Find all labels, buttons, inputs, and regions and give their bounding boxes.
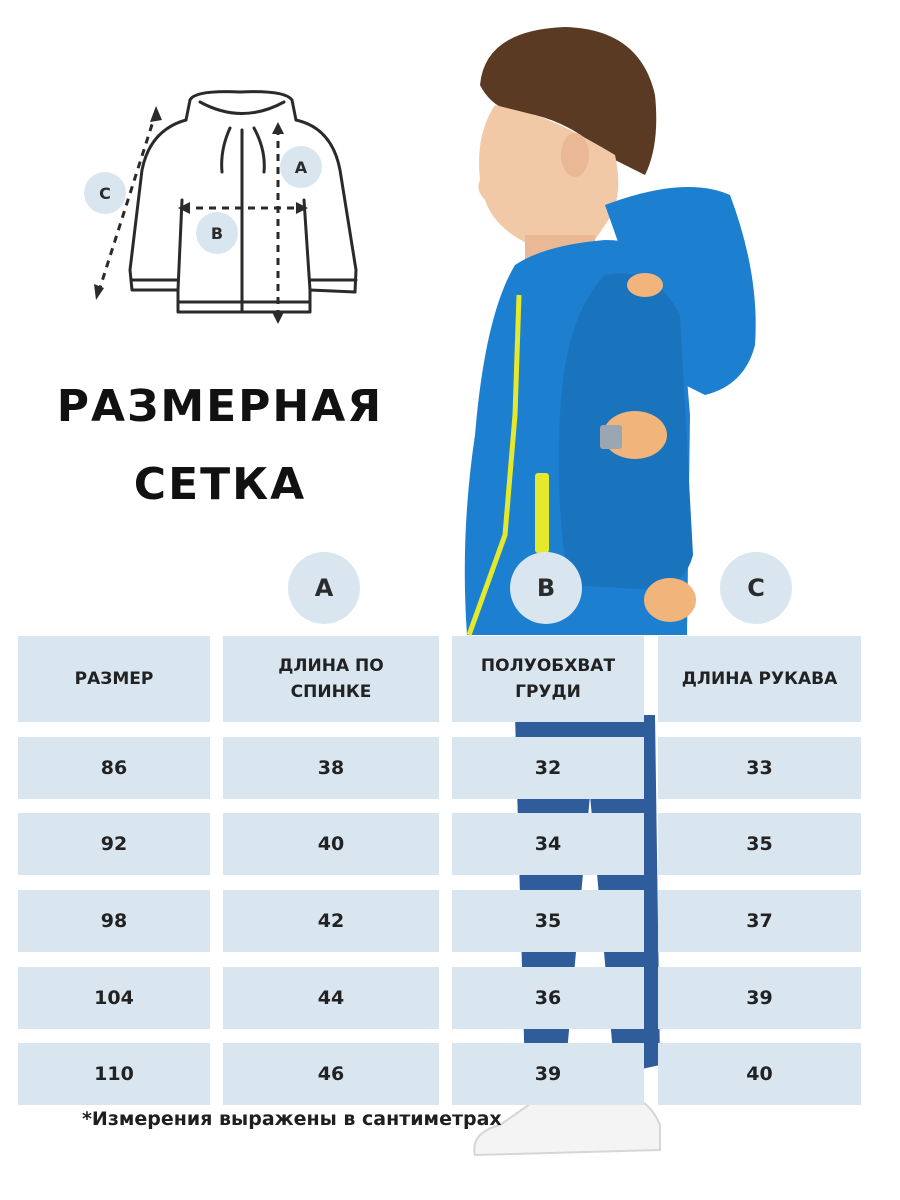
table-cell-size: 98: [18, 890, 210, 952]
header-size: РАЗМЕР: [18, 636, 210, 722]
table-cell-size: 86: [18, 737, 210, 799]
table-cell-back-length: 38: [223, 737, 439, 799]
table-cell-size: 110: [18, 1043, 210, 1105]
diagram-label-a: A: [280, 146, 322, 188]
table-cell-chest-half: 36: [452, 967, 644, 1029]
table-cell-sleeve-length: 40: [658, 1043, 861, 1105]
table-cell-chest-half: 32: [452, 737, 644, 799]
table-cell-back-length: 46: [223, 1043, 439, 1105]
header-chest-half: ПОЛУОБХВАТ ГРУДИ: [452, 636, 644, 722]
table-cell-size: 104: [18, 967, 210, 1029]
table-cell-back-length: 44: [223, 967, 439, 1029]
table-cell-chest-half: 39: [452, 1043, 644, 1105]
table-cell-back-length: 42: [223, 890, 439, 952]
diagram-label-b: B: [196, 212, 238, 254]
title-line-1: РАЗМЕРНАЯ: [56, 381, 384, 432]
table-cell-sleeve-length: 33: [658, 737, 861, 799]
table-cell-sleeve-length: 39: [658, 967, 861, 1029]
jacket-diagram: [70, 80, 380, 340]
column-badge-b: B: [510, 552, 582, 624]
table-cell-back-length: 40: [223, 813, 439, 875]
page-title: [40, 368, 400, 524]
table-cell-chest-half: 35: [452, 890, 644, 952]
table-cell-chest-half: 34: [452, 813, 644, 875]
header-back-length: ДЛИНА ПО СПИНКЕ: [223, 636, 439, 722]
table-cell-size: 92: [18, 813, 210, 875]
header-sleeve-length: ДЛИНА РУКАВА: [658, 636, 861, 722]
table-cell-sleeve-length: 37: [658, 890, 861, 952]
diagram-label-c: C: [84, 172, 126, 214]
column-badge-a: A: [288, 552, 360, 624]
column-badge-c: C: [720, 552, 792, 624]
table-cell-sleeve-length: 35: [658, 813, 861, 875]
title-line-2: СЕТКА: [133, 459, 307, 510]
measurement-footnote: *Измерения выражены в сантиметрах: [82, 1108, 502, 1130]
